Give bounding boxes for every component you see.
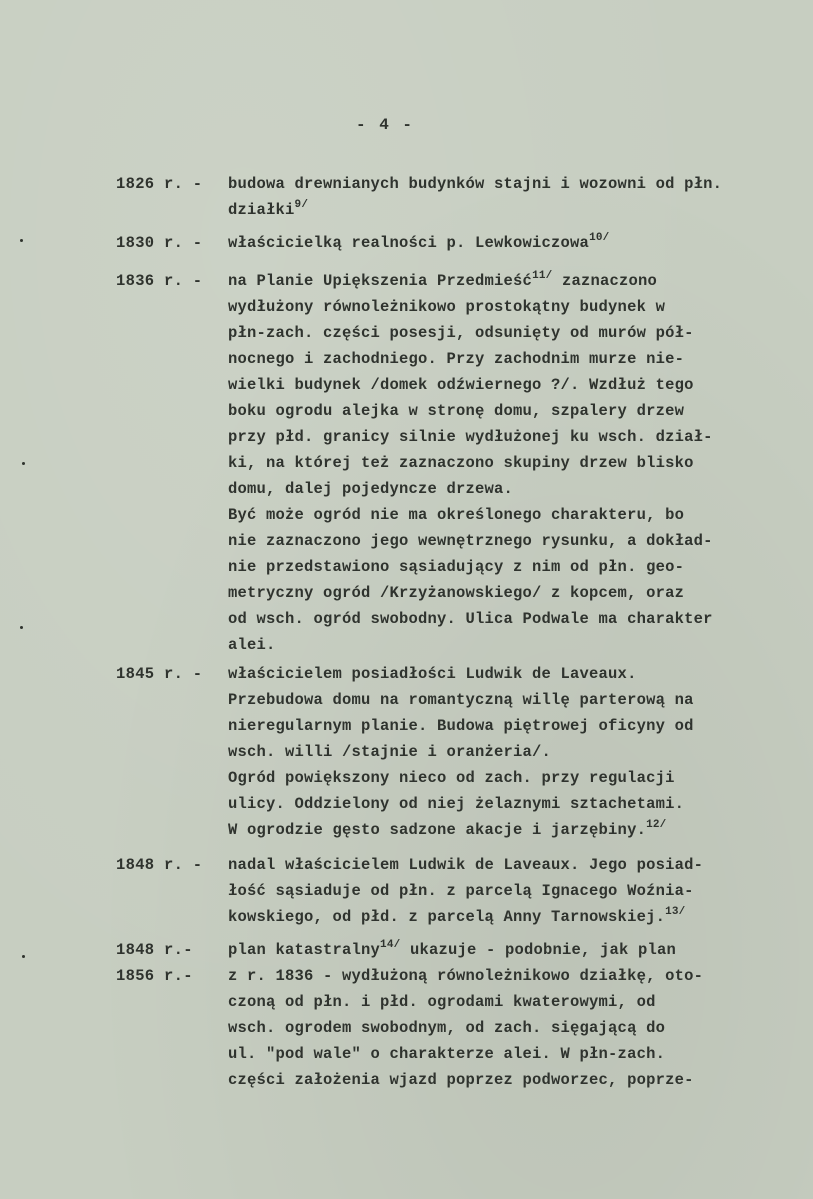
- line-text: ulicy. Oddzielony od niej żelaznymi sztachetami.: [228, 795, 685, 813]
- line-text: kowskiego, od płd. z parcelą Anny Tarnowskiej.: [228, 908, 666, 926]
- entry-text: [228, 171, 768, 223]
- entry-text: [228, 937, 768, 1093]
- line-text: nie przedstawiono sąsiadujący z nim od płn. geo-: [228, 558, 685, 576]
- text-line: [228, 320, 768, 346]
- line-text: wydłużony równoleżnikowo prostokątny budynek w: [228, 298, 666, 316]
- text-line: [228, 580, 768, 606]
- line-text: Przebudowa domu na romantyczną willę parterową na: [228, 691, 694, 709]
- footnote-ref: 9/: [294, 199, 309, 211]
- text-line: [228, 424, 768, 450]
- text-line: [228, 554, 768, 580]
- page-number: - 4 -: [356, 116, 415, 134]
- entry-text: [228, 230, 768, 256]
- margin-dot: [20, 626, 23, 629]
- footnote-ref: 10/: [589, 232, 610, 244]
- line-text: na Planie Upiększenia Przedmieść: [228, 272, 533, 290]
- line-text: przy płd. granicy silnie wydłużonej ku wsch. dział-: [228, 428, 713, 446]
- text-line: [228, 372, 768, 398]
- entry-year-line: 1830 r. -: [116, 234, 203, 252]
- entry-year-line: 1856 r.-: [116, 967, 193, 985]
- text-line: [228, 346, 768, 372]
- entry-year: [116, 852, 202, 878]
- text-line: [228, 1041, 768, 1067]
- line-text: Ogród powiększony nieco od zach. przy regulacji: [228, 769, 675, 787]
- line-text: nocnego i zachodniego. Przy zachodnim murze nie-: [228, 350, 685, 368]
- entry-year: [116, 230, 202, 256]
- entry-year-line: 1826 r. -: [116, 175, 203, 193]
- text-line: [228, 878, 768, 904]
- entry-year-line: 1848 r. -: [116, 856, 203, 874]
- entry-year-line: 1848 r.-: [116, 941, 193, 959]
- footnote-ref: 12/: [646, 819, 667, 831]
- line-text: alei.: [228, 636, 276, 654]
- line-text: ul. "pod wale" o charakterze alei. W płn-zach.: [228, 1045, 666, 1063]
- entry-year: [116, 937, 193, 989]
- text-line: [228, 502, 768, 528]
- text-line: [228, 230, 768, 256]
- line-text: nieregularnym planie. Budowa piętrowej oficyny od: [228, 717, 694, 735]
- line-text: działki: [228, 201, 295, 219]
- entry-year: [116, 661, 202, 687]
- text-line: [228, 476, 768, 502]
- text-line: [228, 661, 768, 687]
- line-text-after: ukazuje - podobnie, jak plan: [400, 941, 676, 959]
- line-text: części założenia wjazd poprzez podworzec, poprze-: [228, 1071, 694, 1089]
- text-line: [228, 963, 768, 989]
- line-text: wsch. ogrodem swobodnym, od zach. sięgającą do: [228, 1019, 666, 1037]
- line-text: budowa drewnianych budynków stajni i wozowni od płn.: [228, 175, 723, 193]
- text-line: [228, 937, 768, 963]
- text-line: [228, 294, 768, 320]
- text-line: [228, 852, 768, 878]
- entry-text: [228, 852, 768, 930]
- line-text: łość sąsiaduje od płn. z parcelą Ignacego Woźnia-: [228, 882, 694, 900]
- line-text: płn-zach. części posesji, odsunięty od murów pół-: [228, 324, 694, 342]
- text-line: [228, 268, 768, 294]
- line-text: właścicielem posiadłości Ludwik de Laveaux.: [228, 665, 637, 683]
- entry-text: [228, 661, 768, 843]
- text-line: [228, 528, 768, 554]
- text-line: [228, 398, 768, 424]
- text-line: [228, 632, 768, 658]
- margin-dot: [20, 239, 23, 242]
- entry-year-line: 1836 r. -: [116, 272, 203, 290]
- text-line: [228, 817, 768, 843]
- line-text: Być może ogród nie ma określonego charakteru, bo: [228, 506, 685, 524]
- text-line: [228, 606, 768, 632]
- line-text: ki, na której też zaznaczono skupiny drzew blisko: [228, 454, 694, 472]
- line-text: wsch. willi /stajnie i oranżeria/.: [228, 743, 552, 761]
- text-line: [228, 904, 768, 930]
- line-text: domu, dalej pojedyncze drzewa.: [228, 480, 514, 498]
- entry-year-line: 1845 r. -: [116, 665, 203, 683]
- line-text: nie zaznaczono jego wewnętrznego rysunku, a dokład-: [228, 532, 713, 550]
- line-text-after: zaznaczono: [552, 272, 657, 290]
- margin-dot: [22, 955, 25, 958]
- line-text: metryczny ogród /Krzyżanowskiego/ z kopcem, oraz: [228, 584, 685, 602]
- entry-year: [116, 171, 202, 197]
- line-text: wielki budynek /domek odźwiernego ?/. Wzdłuż tego: [228, 376, 694, 394]
- text-line: [228, 713, 768, 739]
- line-text: właścicielką realności p. Lewkowiczowa: [228, 234, 590, 252]
- text-line: [228, 765, 768, 791]
- line-text: plan katastralny: [228, 941, 381, 959]
- line-text: z r. 1836 - wydłużoną równoleżnikowo działkę, oto-: [228, 967, 704, 985]
- text-line: [228, 687, 768, 713]
- line-text: od wsch. ogród swobodny. Ulica Podwale ma charakter: [228, 610, 713, 628]
- line-text: boku ogrodu alejka w stronę domu, szpalery drzew: [228, 402, 685, 420]
- line-text: nadal właścicielem Ludwik de Laveaux. Jego posiad-: [228, 856, 704, 874]
- entry-year: [116, 268, 202, 294]
- text-line: [228, 171, 768, 197]
- line-text: W ogrodzie gęsto sadzone akacje i jarzębiny.: [228, 821, 647, 839]
- entry-text: [228, 268, 768, 658]
- text-line: [228, 1015, 768, 1041]
- footnote-ref: 13/: [665, 906, 686, 918]
- text-line: [228, 450, 768, 476]
- margin-dot: [22, 462, 25, 465]
- text-line: [228, 197, 768, 223]
- footnote-ref: 11/: [532, 270, 553, 282]
- text-line: [228, 791, 768, 817]
- line-text: czoną od płn. i płd. ogrodami kwaterowymi, od: [228, 993, 656, 1011]
- text-line: [228, 739, 768, 765]
- text-line: [228, 989, 768, 1015]
- footnote-ref: 14/: [380, 939, 401, 951]
- text-line: [228, 1067, 768, 1093]
